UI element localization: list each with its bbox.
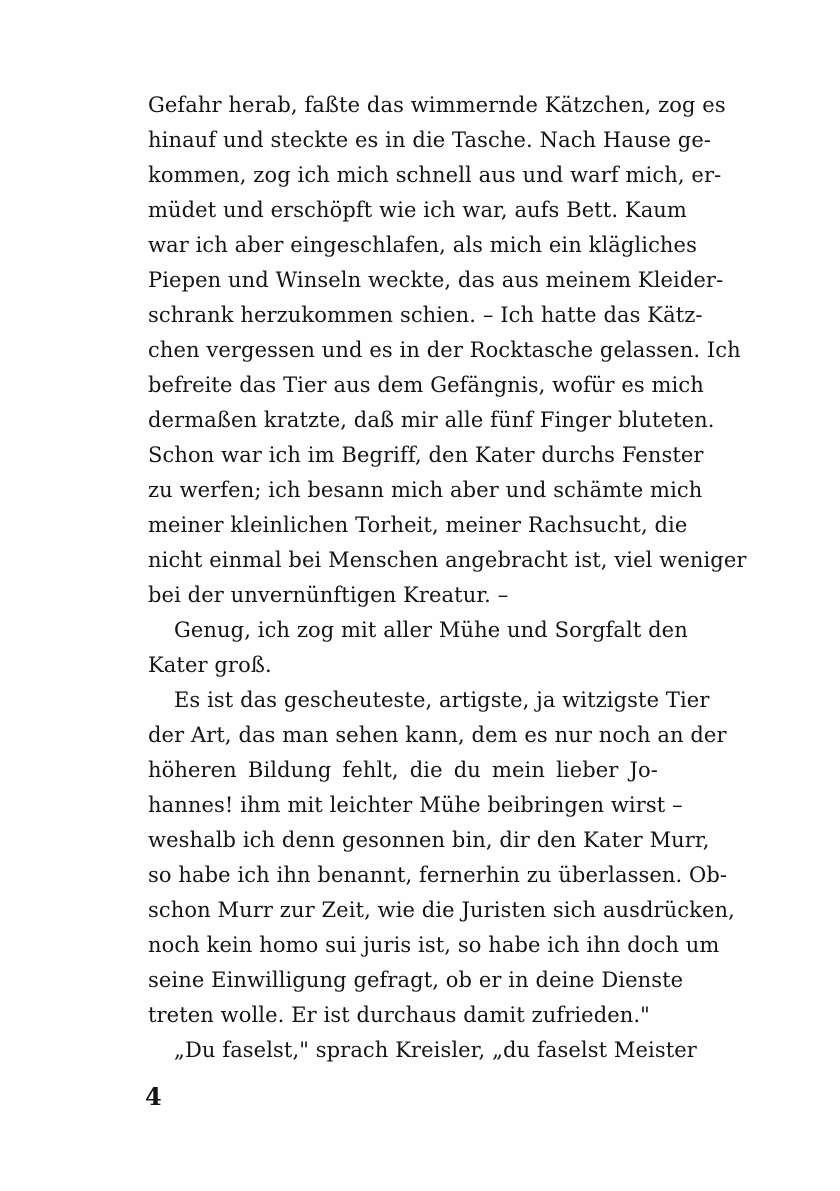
text-line: treten wolle. Er ist durchaus damit zufrieden." — [148, 1003, 650, 1027]
text-line: meiner kleinlichen Torheit, meiner Rachsucht, die — [148, 513, 688, 537]
text-line: müdet und erschöpft wie ich war, aufs Bett. Kaum — [148, 198, 687, 222]
text-line: chen vergessen und es in der Rocktasche gelassen. Ich — [148, 338, 741, 362]
text-line: Kater groß. — [148, 653, 272, 677]
text-line: seine Einwilligung gefragt, ob er in deine Dienste — [148, 968, 684, 992]
text-line: kommen, zog ich mich schnell aus und warf mich, er- — [148, 163, 722, 187]
text-line: noch kein homo sui juris ist, so habe ich ihn doch um — [148, 933, 720, 957]
text-line: Genug, ich zog mit aller Mühe und Sorgfalt den — [174, 618, 688, 642]
text-line: weshalb ich denn gesonnen bin, dir den Kater Murr, — [148, 828, 710, 852]
text-line: dermaßen kratzte, daß mir alle fünf Finger bluteten. — [148, 408, 715, 432]
text-line: der Art, das man sehen kann, dem es nur noch an der — [148, 723, 727, 747]
text-line: Piepen und Winseln weckte, das aus meinem Kleider- — [148, 268, 724, 292]
text-line: Es ist das gescheuteste, artigste, ja witzigste Tier — [174, 688, 710, 712]
text-line: höheren Bildung fehlt, die du mein lieber Jo- — [148, 758, 658, 782]
text-line: so habe ich ihn benannt, fernerhin zu überlassen. Ob- — [148, 863, 728, 887]
text-line: nicht einmal bei Menschen angebracht ist, viel weniger — [148, 548, 747, 572]
text-line: hannes! ihm mit leichter Mühe beibringen wirst – — [148, 793, 683, 817]
text-line: befreite das Tier aus dem Gefängnis, wofür es mich — [148, 373, 704, 397]
text-line: „Du faselst," sprach Kreisler, „du faselst Meister — [174, 1038, 697, 1062]
text-line: Schon war ich im Begriff, den Kater durchs Fenster — [148, 443, 704, 467]
body-text — [148, 88, 747, 1068]
text-line: zu werfen; ich besann mich aber und schämte mich — [148, 478, 703, 502]
text-line: schrank herzukommen schien. – Ich hatte das Kätz- — [148, 303, 703, 327]
text-line: hinauf und steckte es in die Tasche. Nach Hause ge- — [148, 128, 712, 152]
text-line: war ich aber eingeschlafen, als mich ein klägliches — [148, 233, 697, 257]
text-line: schon Murr zur Zeit, wie die Juristen sich ausdrücken, — [148, 898, 735, 922]
page-number: 4 — [145, 1082, 162, 1111]
text-line: Gefahr herab, faßte das wimmernde Kätzchen, zog es — [148, 93, 726, 117]
text-line: bei der unvernünftigen Kreatur. – — [148, 583, 509, 607]
